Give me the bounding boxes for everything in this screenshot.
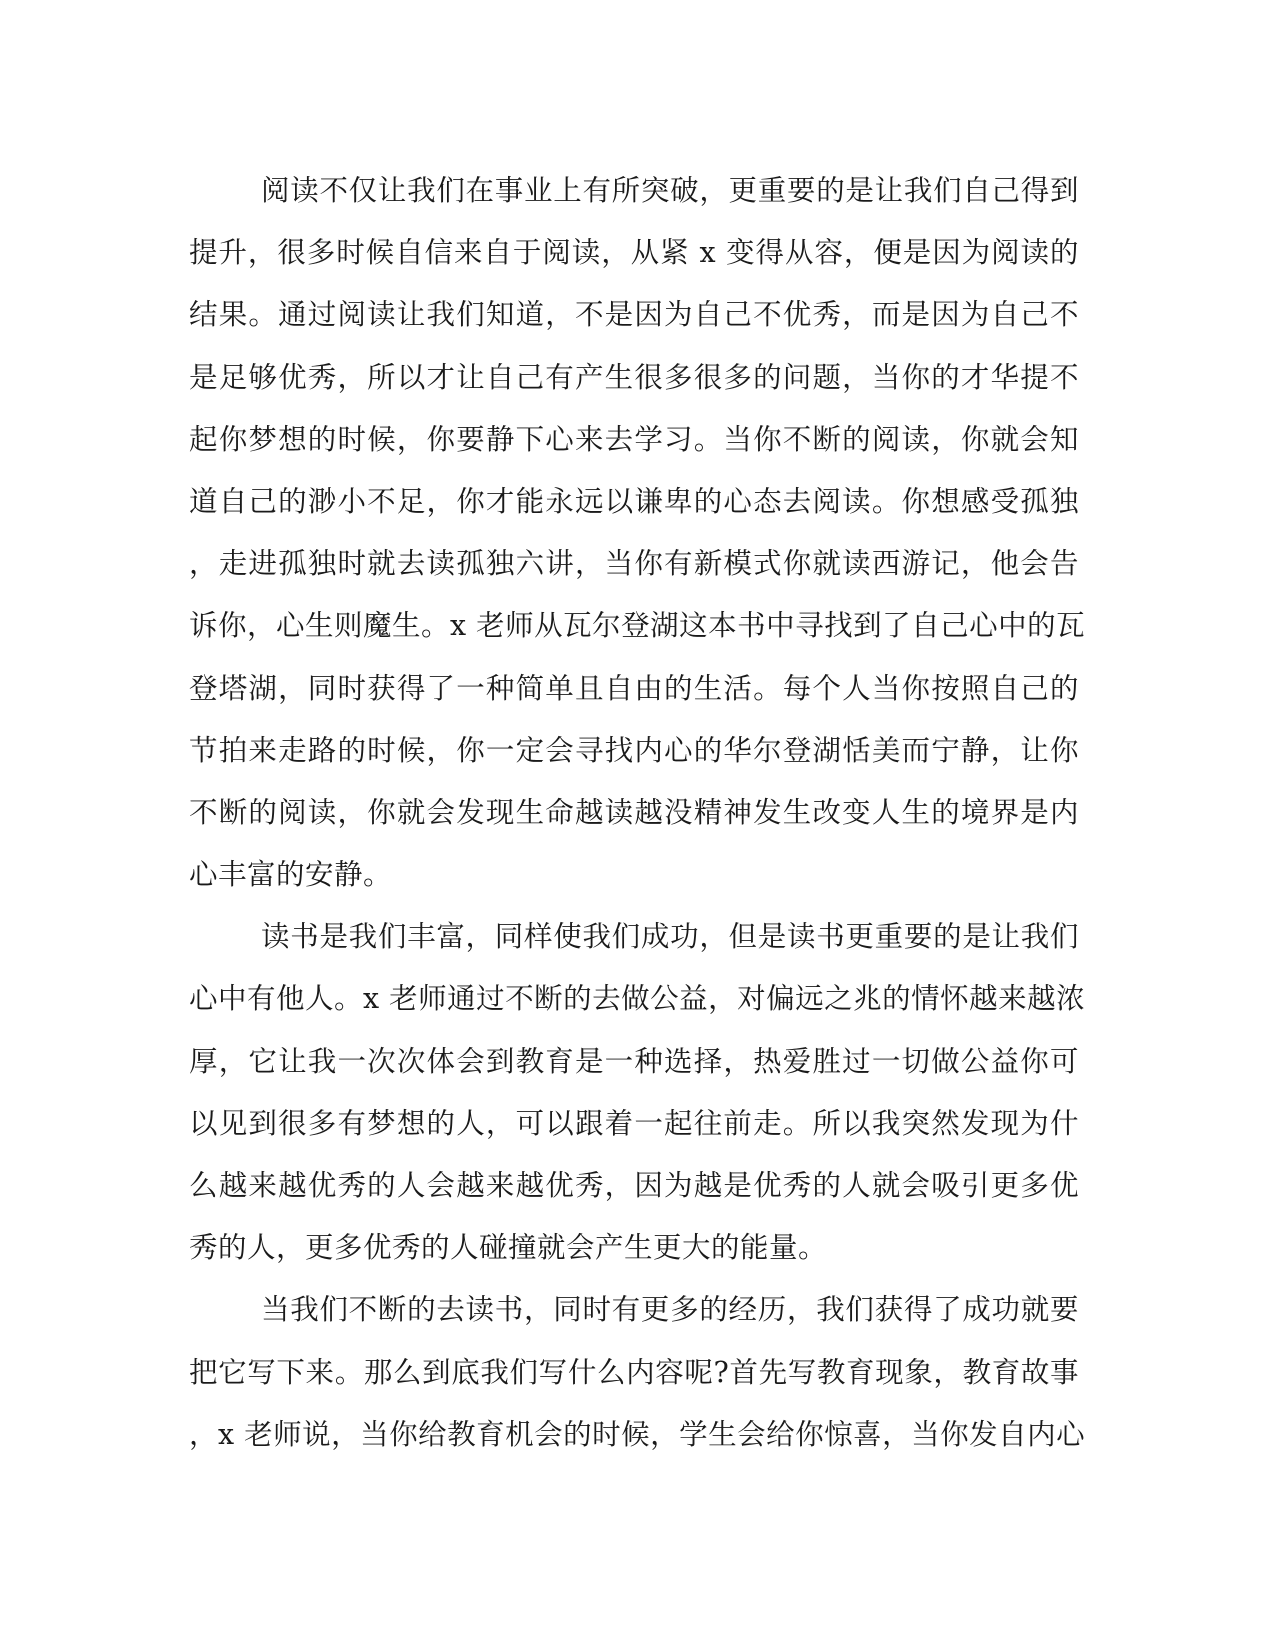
paragraph-2 <box>189 906 1086 1279</box>
text-line: ，走进孤独时就去读孤独六讲，当你有新模式你就读西游记，他会告 <box>189 547 1079 581</box>
document-body <box>189 160 1086 1466</box>
text-line: 道自己的渺小不足，你才能永远以谦卑的心态去阅读。你想感受孤独 <box>189 484 1079 518</box>
text-line: 登塔湖，同时获得了一种简单且自由的生活。每个人当你按照自己的 <box>189 671 1079 705</box>
text-line: 是足够优秀，所以才让自己有产生很多很多的问题，当你的才华提不 <box>189 360 1079 394</box>
text-line: 节拍来走路的时候，你一定会寻找内心的华尔登湖恬美而宁静，让你 <box>189 733 1079 767</box>
text-line: 结果。通过阅读让我们知道，不是因为自己不优秀，而是因为自己不 <box>189 298 1079 332</box>
text-line: 不断的阅读，你就会发现生命越读越没精神发生改变人生的境界是内 <box>189 795 1079 829</box>
text-line: 提升，很多时候自信来自于阅读，从紧 x 变得从容，便是因为阅读的 <box>189 236 1079 270</box>
text-line: ，x 老师说，当你给教育机会的时候，学生会给你惊喜，当你发自内心 <box>189 1417 1086 1451</box>
text-line: 诉你，心生则魔生。x 老师从瓦尔登湖这本书中寻找到了自己心中的瓦 <box>189 609 1086 643</box>
text-line: 把它写下来。那么到底我们写什么内容呢?首先写教育现象，教育故事 <box>189 1355 1079 1389</box>
text-line: 当我们不断的去读书，同时有更多的经历，我们获得了成功就要 <box>261 1293 1079 1327</box>
paragraph-3 <box>189 1279 1086 1466</box>
text-line: 心丰富的安静。 <box>189 858 393 892</box>
text-line: 么越来越优秀的人会越来越优秀，因为越是优秀的人就会吸引更多优 <box>189 1169 1079 1202</box>
text-line: 起你梦想的时候，你要静下心来去学习。当你不断的阅读，你就会知 <box>189 422 1079 456</box>
text-line: 秀的人，更多优秀的人碰撞就会产生更大的能量。 <box>189 1231 828 1265</box>
text-line: 厚，它让我一次次体会到教育是一种选择，热爱胜过一切做公益你可 <box>189 1044 1079 1078</box>
paragraph-1 <box>189 160 1086 906</box>
text-line: 阅读不仅让我们在事业上有所突破，更重要的是让我们自己得到 <box>261 174 1079 207</box>
text-line: 读书是我们丰富，同样使我们成功，但是读书更重要的是让我们 <box>261 920 1079 954</box>
text-line: 心中有他人。x 老师通过不断的去做公益，对偏远之兆的情怀越来越浓 <box>189 982 1086 1016</box>
text-line: 以见到很多有梦想的人，可以跟着一起往前走。所以我突然发现为什 <box>189 1106 1079 1140</box>
